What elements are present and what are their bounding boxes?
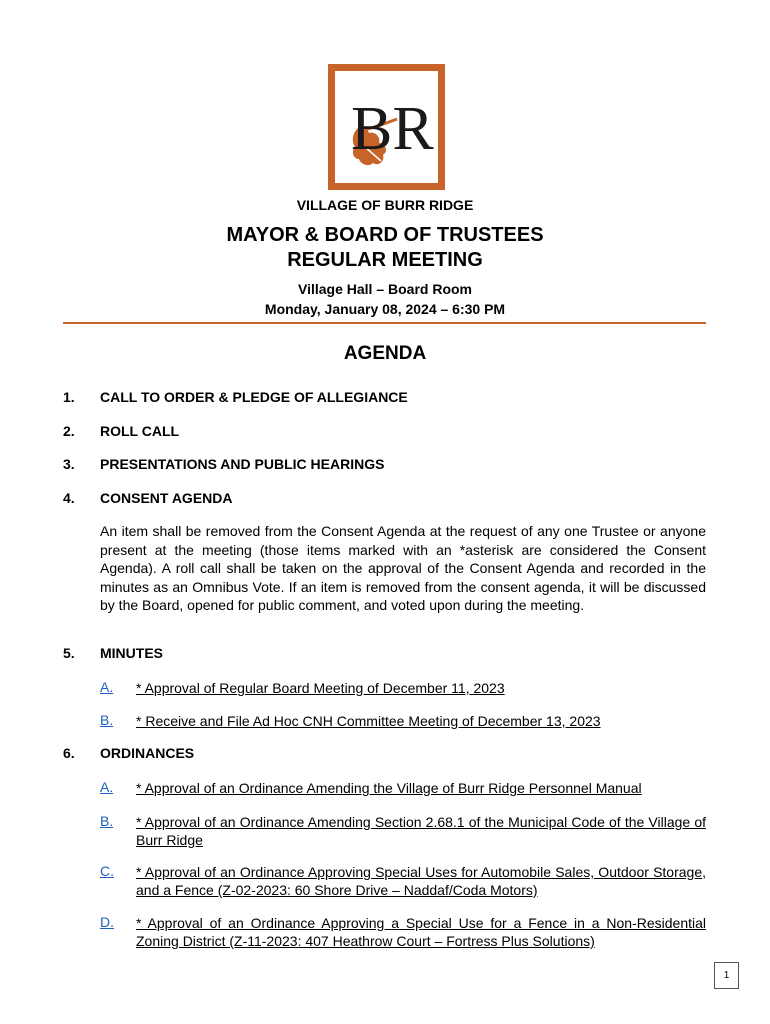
location-text: Village Hall – Board Room bbox=[297, 281, 472, 297]
consent-agenda-description: An item shall be removed from the Consent Agenda at the request of any one Trustee or anyone present at the meeting (those items marked with an *asterisk are considered the Consent Agenda). A roll call shall be taken on the approval of the Consent Agenda and recorded in the minutes as an Omnibus Vote. If an item is removed from the consent agenda, it will be discussed by the Board, opened for public comment, and voted upon during the meeting. bbox=[100, 523, 706, 613]
sub-item-link[interactable]: A. bbox=[100, 679, 114, 695]
logo-frame bbox=[333, 69, 440, 185]
meeting-title bbox=[0, 223, 770, 273]
sub-item-link[interactable]: B. bbox=[100, 712, 114, 728]
item-title: MINUTES bbox=[100, 645, 163, 661]
sub-item-link[interactable]: A. bbox=[100, 779, 114, 795]
title-line-1: MAYOR & BOARD OF TRUSTEES bbox=[226, 224, 544, 246]
item-title: PRESENTATIONS AND PUBLIC HEARINGS bbox=[100, 456, 385, 472]
item-title: ROLL CALL bbox=[100, 423, 180, 439]
village-logo bbox=[328, 64, 445, 190]
sub-item-link[interactable]: C. bbox=[100, 863, 114, 879]
title-line-2: REGULAR MEETING bbox=[287, 249, 483, 271]
header-divider bbox=[63, 322, 706, 324]
item-title: CONSENT AGENDA bbox=[100, 490, 233, 506]
sub-item-link[interactable]: B. bbox=[100, 813, 114, 829]
oak-leaf-br-logo-icon bbox=[335, 71, 438, 183]
item-number: 4. bbox=[63, 490, 75, 506]
item-title: ORDINANCES bbox=[100, 745, 195, 761]
item-number: 1. bbox=[63, 389, 75, 405]
sub-item-text: * Approval of an Ordinance Approving Special Uses for Automobile Sales, Outdoor Storage, and a Fence (Z-02-2023: 60 Shore Drive – Naddaf/Coda Motors) bbox=[136, 864, 706, 898]
meeting-location bbox=[0, 279, 770, 319]
sub-item-text: * Approval of an Ordinance Amending the Village of Burr Ridge Personnel Manual bbox=[136, 780, 642, 796]
sub-item-text: * Approval of an Ordinance Amending Section 2.68.1 of the Municipal Code of the Village of Burr Ridge bbox=[136, 814, 706, 848]
item-number: 2. bbox=[63, 423, 75, 439]
village-name: VILLAGE OF BURR RIDGE bbox=[296, 197, 474, 213]
sub-item-link[interactable]: D. bbox=[100, 914, 114, 930]
sub-item-text: * Approval of an Ordinance Approving a Special Use for a Fence in a Non-Residential Zoning District (Z-11-2023: 407 Heathrow Court – Fortress Plus Solutions) bbox=[136, 915, 706, 949]
page-number: 1 bbox=[714, 962, 739, 989]
item-number: 6. bbox=[63, 745, 75, 761]
item-title: CALL TO ORDER & PLEDGE OF ALLEGIANCE bbox=[100, 389, 408, 405]
datetime-text: Monday, January 08, 2024 – 6:30 PM bbox=[264, 301, 506, 317]
sub-item-text: * Approval of Regular Board Meeting of December 11, 2023 bbox=[136, 680, 505, 696]
sub-item-text: * Receive and File Ad Hoc CNH Committee Meeting of December 13, 2023 bbox=[136, 713, 601, 729]
item-number: 3. bbox=[63, 456, 75, 472]
agenda-heading: AGENDA bbox=[343, 343, 427, 364]
item-number: 5. bbox=[63, 645, 75, 661]
svg-text:BR: BR bbox=[351, 95, 434, 163]
